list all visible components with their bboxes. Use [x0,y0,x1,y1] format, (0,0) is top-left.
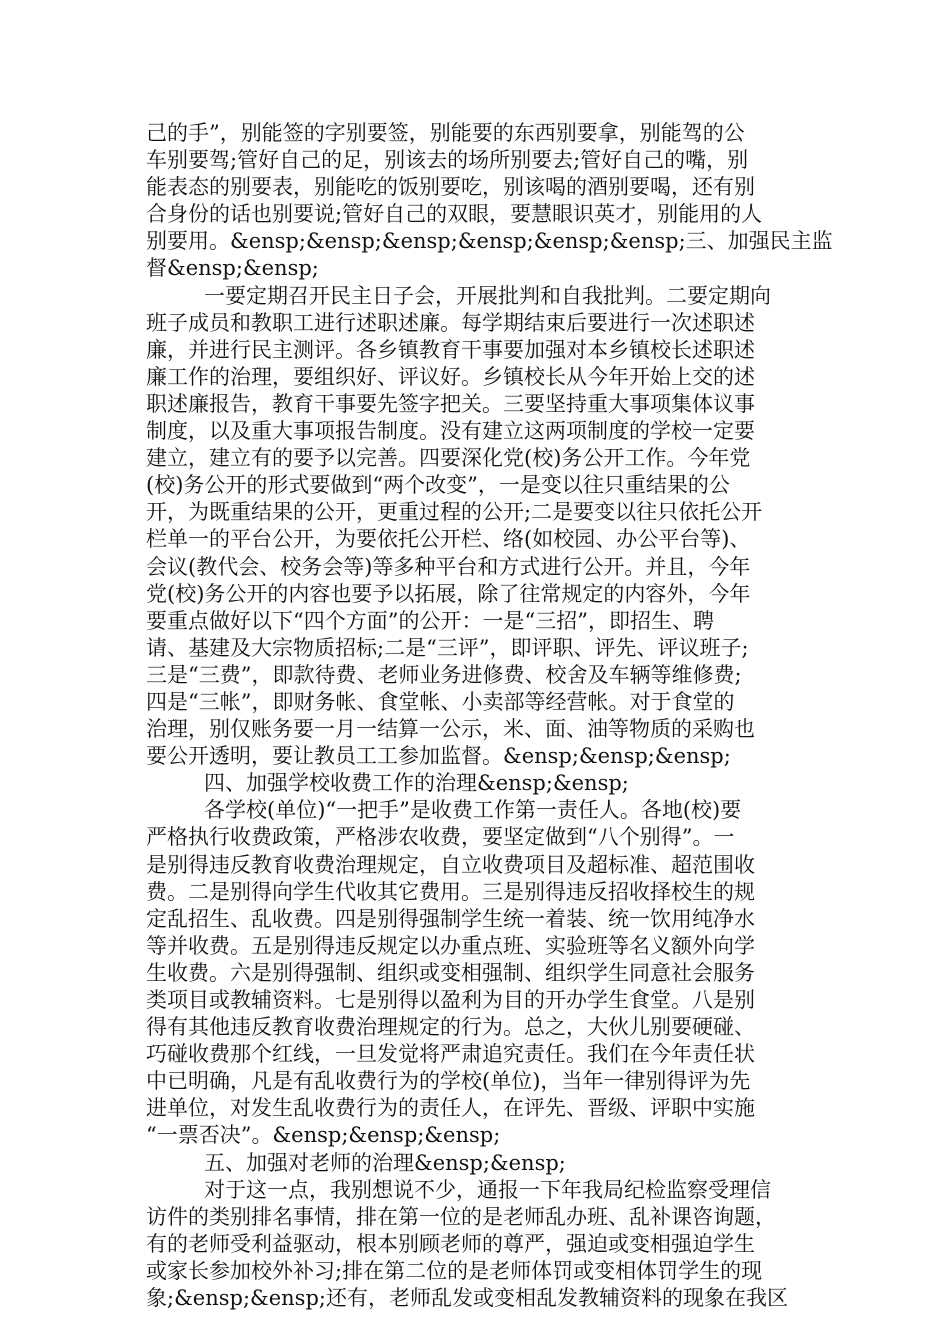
text-line: 定乱招生、乱收费。四是别得强制学生统一着装、统一饮用纯净水 [146,906,755,931]
text-line: 是别得违反教育收费治理规定，自立收费项目及超标准、超范围收 [146,852,755,877]
text-line: 或家长参加校外补习;排在第二位的是老师体罚或变相体罚学生的现 [146,1258,763,1283]
paragraph-first-line: 五、加强对老师的治理&ensp;&ensp; [204,1150,566,1175]
text-line: 得有其他违反教育收费治理规定的行为。总之，大伙儿别要硬碰、 [146,1015,755,1040]
text-line: 请、基建及大宗物质招标;二是“三评”，即评职、评先、评议班子; [146,635,749,660]
text-line: 四是“三帐”，即财务帐、食堂帐、小卖部等经营帐。对于食堂的 [146,689,735,714]
text-line: 制度，以及重大事项报告制度。没有建立这两项制度的学校一定要 [146,419,755,444]
text-line: 中已明确，凡是有乱收费行为的学校(单位)，当年一律别得评为先 [146,1069,751,1094]
text-line: 车别要驾;管好自己的足，别该去的场所别要去;管好自己的嘴，别 [146,148,749,173]
text-line: 三是“三费”，即款待费、老师业务进修费、校舍及车辆等维修费; [146,662,742,687]
text-line: 治理，别仅账务要一月一结算一公示，米、面、油等物质的采购也 [146,717,755,742]
text-line: 班子成员和教职工进行述职述廉。每学期结束后要进行一次述职述 [146,310,755,335]
text-line: 费。二是别得向学生代收其它费用。三是别得违反招收择校生的规 [146,879,755,904]
paragraph-first-line: 各学校(单位)“一把手”是收费工作第一责任人。各地(校)要 [204,798,742,823]
document-body [146,120,833,1312]
text-line: 栏单一的平台公开，为要依托公开栏、络(如校园、办公平台等)、 [146,527,751,552]
text-line: 等并收费。五是别得违反规定以办重点班、实验班等名义额外向学 [146,933,755,958]
text-line: 廉，并进行民主测评。各乡镇教育干事要加强对本乡镇校长述职述 [146,337,755,362]
text-line: 能表态的别要表，别能吃的饭别要吃，别该喝的酒别要喝，还有别 [146,175,755,200]
paragraph-first-line: 四、加强学校收费工作的治理&ensp;&ensp; [204,771,629,796]
text-line: 严格执行收费政策，严格涉农收费，要坚定做到“八个别得”。一 [146,825,735,850]
text-line: 建立，建立有的要予以完善。四要深化党(校)务公开工作。今年党 [146,446,751,471]
text-line: 有的老师受利益驱动，根本别顾老师的尊严，强迫或变相强迫学生 [146,1231,755,1256]
paragraph-first-line: 一要定期召开民主日子会，开展批判和自我批判。二要定期向 [204,283,771,308]
text-line: (校)务公开的形式要做到“两个改变”，一是变以往只重结果的公 [146,473,730,498]
text-line: 别要用。&ensp;&ensp;&ensp;&ensp;&ensp;&ensp;三、加强民主监 [146,229,833,254]
text-line: 象;&ensp;&ensp;还有，老师乱发或变相乱发教辅资料的现象在我区 [146,1286,788,1311]
text-line: 廉工作的治理，要组织好、评议好。乡镇校长从今年开始上交的述 [146,364,755,389]
text-line: 己的手”，别能签的字别要签，别能要的东西别要拿，别能驾的公 [146,121,745,145]
text-line: 职述廉报告，教育干事要先签字把关。三要坚持重大事项集体议事 [146,391,755,416]
text-line: 督&ensp;&ensp; [146,256,319,281]
text-line: 生收费。六是别得强制、组织或变相强制、组织学生同意社会服务 [146,960,755,985]
text-line: 类项目或教辅资料。七是别得以盈利为目的开办学生食堂。八是别 [146,988,755,1012]
text-line: 进单位，对发生乱收费行为的责任人，在评先、晋级、评职中实施 [146,1096,755,1121]
text-line: 开，为既重结果的公开，更重过程的公开;二是要变以往只依托公开 [146,500,763,525]
text-line: 访件的类别排名事情，排在第一位的是老师乱办班、乱补课咨询题， [146,1204,776,1229]
text-line: 党(校)务公开的内容也要予以拓展，除了往常规定的内容外，今年 [146,581,751,606]
paragraph-first-line: 对于这一点，我别想说不少，通报一下年我局纪检监察受理信 [204,1177,771,1202]
text-line: 合身份的话也别要说;管好自己的双眼，要慧眼识英才，别能用的人 [146,202,763,227]
text-line: 会议(教代会、校务会等)等多种平台和方式进行公开。并且，今年 [146,554,751,579]
text-line: 要公开透明，要让教员工工参加监督。&ensp;&ensp;&ensp; [146,744,731,769]
text-line: “一票否决”。&ensp;&ensp;&ensp; [146,1123,501,1148]
text-line: 要重点做好以下“四个方面”的公开：一是“三招”，即招生、聘 [146,608,714,633]
text-line: 巧碰收费那个红线，一旦发觉将严肃追究责任。我们在今年责任状 [146,1042,755,1067]
